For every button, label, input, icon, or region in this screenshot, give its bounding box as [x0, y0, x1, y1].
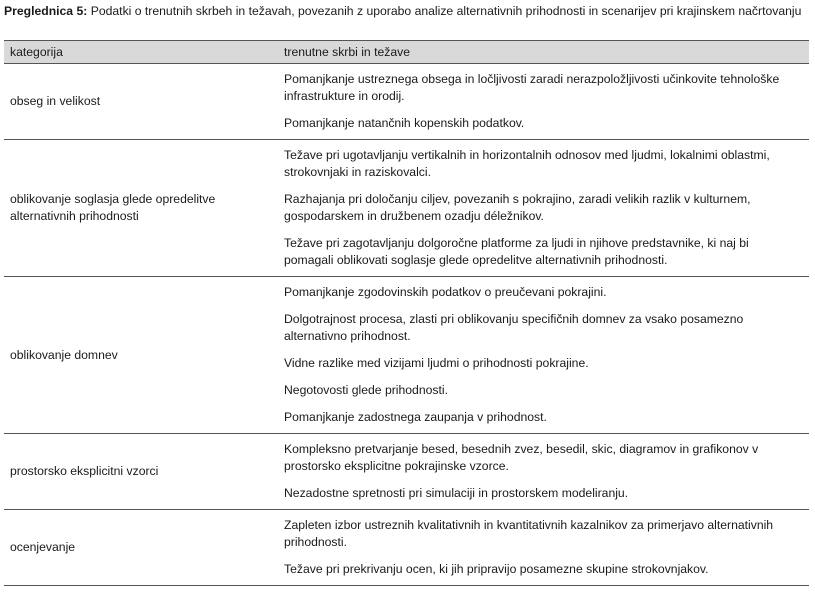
issue-item: Težave pri prekrivanju ocen, ki jih pripravijo posamezne skupine strokovnjakov. — [284, 562, 709, 576]
table-header — [4, 41, 809, 64]
category-label: ocenjevanje — [10, 540, 76, 554]
issues-cell — [282, 140, 809, 276]
table-caption — [4, 3, 810, 19]
issue-item: Nezadostne spretnosti pri simulaciji in prostorskem modeliranju. — [284, 486, 629, 500]
issue-item: Vidne razlike med vizijami ljudmi o prihodnosti pokrajine. — [284, 356, 589, 370]
issue-item: Pomanjkanje zadostnega zaupanja v prihodnost. — [284, 410, 547, 424]
category-cell — [4, 140, 282, 276]
issues-cell — [282, 277, 809, 433]
issues-cell — [282, 510, 809, 585]
issue-item: Težave pri ugotavljanju vertikalnih in horizontalnih odnosov med ljudmi, lokalnimi oblastmi, strokovnjaki in raziskovalci. — [284, 148, 770, 179]
caption-text: Podatki o trenutnih skrbeh in težavah, povezanih z uporabo analize alternativnih prihodnosti in scenarijev pri krajinskem načrtovanju — [87, 4, 802, 18]
issue-item: Pomanjkanje natančnih kopenskih podatkov. — [284, 116, 525, 130]
issue-item: Negotovosti glede prihodnosti. — [284, 383, 448, 397]
category-label: oblikovanje domnev — [10, 347, 118, 362]
category-cell — [4, 277, 282, 433]
issue-item: Dolgotrajnost procesa, zlasti pri oblikovanju specifičnih domnev za vsako posamezno alternativno prihodnost. — [284, 312, 744, 343]
issue-item: Težave pri zagotavljanju dolgoročne platforme za ljudi in njihove predstavnike, ki naj bi pomagali oblikovati soglasje glede opredelitve alternativnih prihodnosti. — [284, 236, 749, 267]
header-issues: trenutne skrbi in težave — [284, 44, 411, 59]
issue-item: Kompleksno pretvarjanje besed, besednih zvez, besedil, skic, diagramov in grafikonov v prostorsko eksplicitne pokrajinske vzorce. — [284, 442, 759, 473]
issues-cell — [282, 64, 809, 139]
table-row — [4, 277, 809, 434]
issue-item: Pomanjkanje ustreznega obsega in ločljivosti zaradi nerazpoložljivosti učinkovite tehnološke infrastrukture in orodij. — [284, 72, 780, 103]
issue-item: Razhajanja pri določanju ciljev, povezanih s pokrajino, zaradi velikih razlik v kulturnem, gospodarskem in družbenem ozadju déležnikov. — [284, 192, 751, 223]
category-label: oblikovanje soglasja glede opredelitve alternativnih prihodnosti — [10, 192, 216, 223]
category-cell — [4, 64, 282, 139]
table-row — [4, 510, 809, 585]
category-label: prostorsko eksplicitni vzorci — [10, 464, 159, 478]
table-row — [4, 64, 809, 140]
header-category: kategorija — [10, 44, 63, 59]
category-cell — [4, 510, 282, 585]
issues-cell — [282, 434, 809, 509]
issues-table — [4, 40, 809, 586]
issue-item: Zapleten izbor ustreznih kvalitativnih in kvantitativnih kazalnikov za primerjavo alternativnih prihodnosti. — [284, 518, 774, 549]
table-row — [4, 140, 809, 277]
table-row — [4, 434, 809, 510]
category-cell — [4, 434, 282, 509]
issue-item: Pomanjkanje zgodovinskih podatkov o preučevani pokrajini. — [284, 285, 607, 299]
caption-label: Preglednica 5: — [4, 4, 88, 18]
category-label: obseg in velikost — [10, 94, 101, 108]
